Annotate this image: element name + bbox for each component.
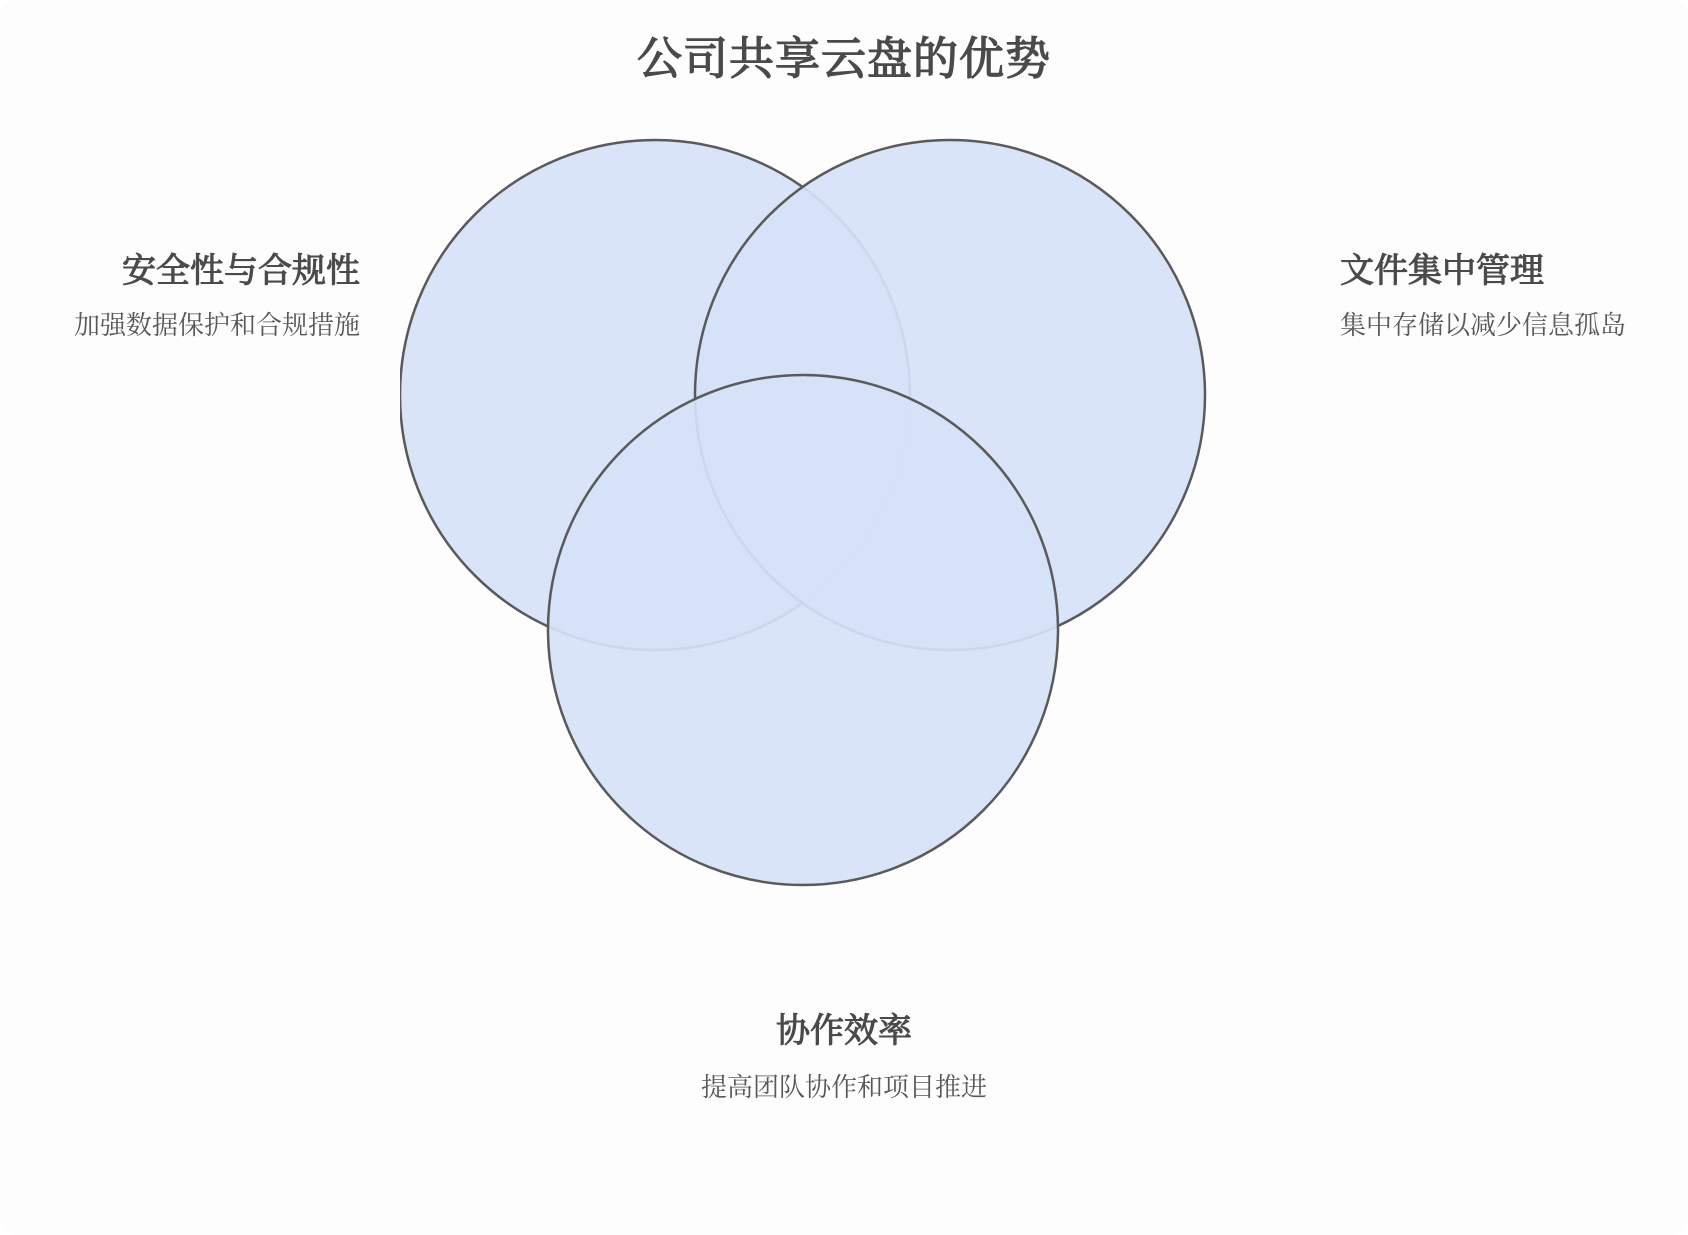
venn-label-centralized-files-heading: 文件集中管理 bbox=[1340, 252, 1544, 290]
venn-label-centralized-files-description: 集中存储以减少信息孤岛 bbox=[1340, 309, 1627, 340]
venn-label-collaboration-description: 提高团队协作和项目推进 bbox=[700, 1071, 987, 1102]
venn-label-centralized-files bbox=[1340, 250, 1670, 344]
venn-label-security-heading: 安全性与合规性 bbox=[122, 252, 360, 290]
venn-label-security bbox=[40, 250, 360, 344]
venn-label-collaboration bbox=[594, 1010, 1094, 1106]
venn-circle-collaboration bbox=[548, 375, 1058, 885]
page-title: 公司共享云盘的优势 bbox=[636, 33, 1051, 84]
venn-label-collaboration-heading: 协作效率 bbox=[776, 1012, 912, 1050]
venn-diagram bbox=[400, 130, 1280, 940]
venn-label-security-description: 加强数据保护和合规措施 bbox=[73, 309, 360, 340]
